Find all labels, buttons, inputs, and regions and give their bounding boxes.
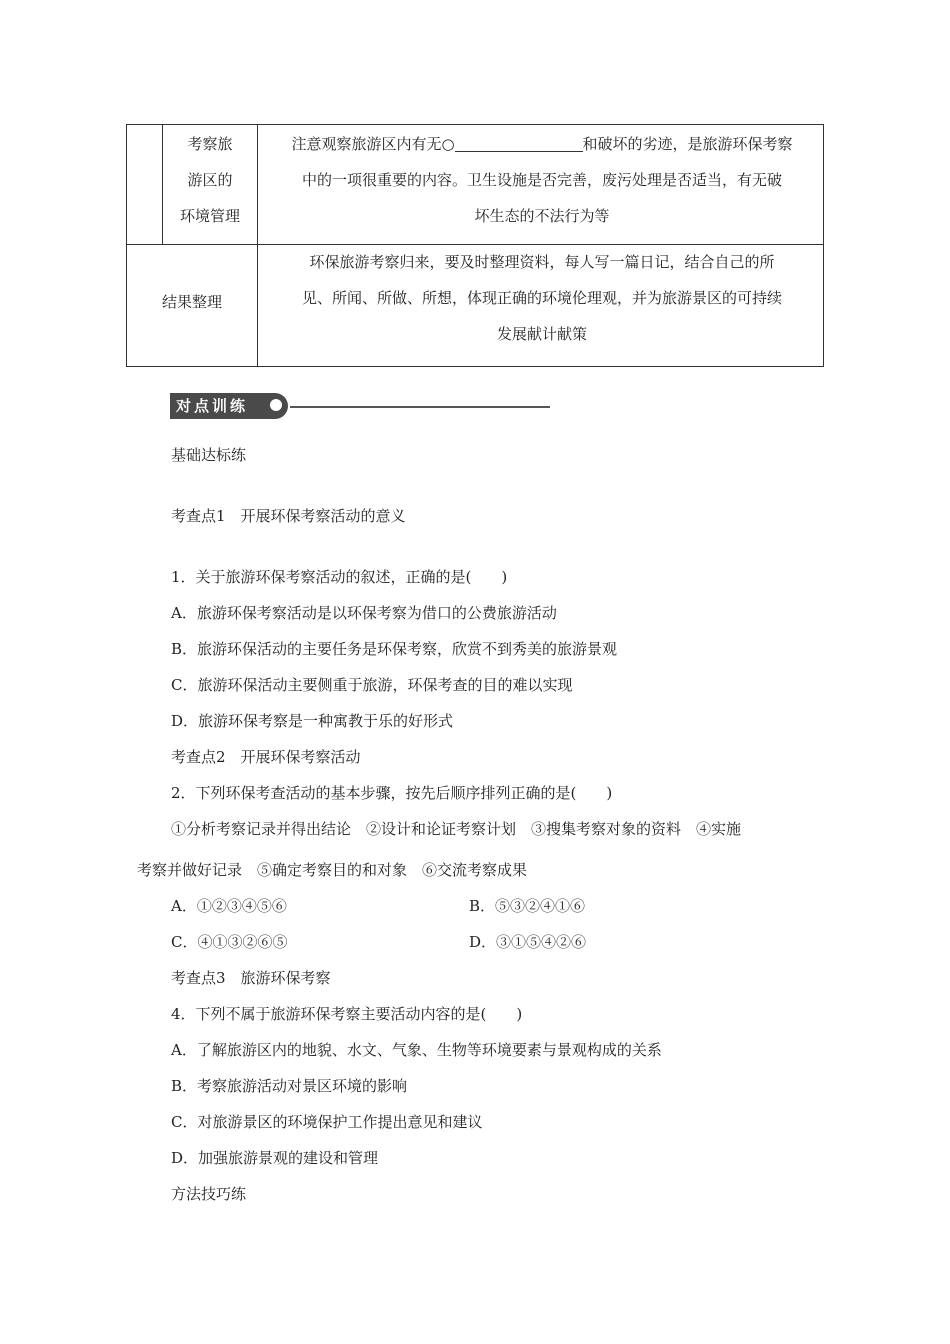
option: D．旅游环保考察是一种寓教于乐的好形式	[171, 712, 454, 730]
label-line: 考察旅	[187, 135, 233, 153]
option: B．⑤③②④①⑥	[469, 897, 586, 915]
content-text: 和破坏的劣迹，是旅游环保考察	[582, 135, 793, 153]
option: D．加强旅游景观的建设和管理	[171, 1149, 379, 1167]
content-text: 环保旅游考察归来，要及时整理资料，每人写一篇日记，结合自己的所	[309, 253, 775, 271]
content-text: 见、所闻、所做、所想，体现正确的环境伦理观，并为旅游景区的可持续	[301, 289, 782, 307]
section-heading: 考查点2 开展环保考察活动	[171, 748, 361, 766]
label-line: 结果整理	[161, 293, 222, 311]
table-cell-label	[127, 284, 257, 320]
banner-label: 对点训练	[170, 393, 288, 419]
table-cell-content	[272, 126, 812, 234]
banner-dot-icon	[270, 399, 282, 411]
content-text: 坏生态的不法行为等	[474, 207, 610, 225]
option: C．对旅游景区的环境保护工作提出意见和建议	[171, 1113, 483, 1131]
table-divider	[257, 124, 258, 367]
option: D．③①⑤④②⑥	[469, 933, 587, 951]
table-cell-content	[272, 244, 812, 352]
option: C．旅游环保活动主要侧重于旅游，环保考查的目的难以实现	[171, 676, 573, 694]
option: C．④①③②⑥⑤	[171, 933, 288, 951]
table-cell-label	[163, 126, 257, 234]
question-stem: 2．下列环保考查活动的基本步骤，按先后顺序排列正确的是( )	[171, 784, 613, 802]
label-line: 环境管理	[179, 207, 240, 225]
content-text: 中的一项很重要的内容。卫生设施是否完善，废污处理是否适当，有无破	[301, 171, 782, 189]
question-stem: 1．关于旅游环保考察活动的叙述，正确的是( )	[171, 568, 508, 586]
section-heading: 方法技巧练	[171, 1185, 247, 1203]
step-list: 考察并做好记录 ⑤确定考察目的和对象 ⑥交流考察成果	[137, 861, 528, 879]
option: A．①②③④⑤⑥	[171, 897, 287, 915]
content-text: 注意观察旅游区内有无○	[291, 135, 455, 153]
content-text: 发展献计献策	[496, 325, 587, 343]
option: B．考察旅游活动对景区环境的影响	[171, 1077, 408, 1095]
option: A．旅游环保考察活动是以环保考察为借口的公费旅游活动	[171, 604, 557, 622]
label-line: 游区的	[187, 171, 233, 189]
section-heading: 考查点3 旅游环保考察	[171, 969, 331, 987]
section-heading: 基础达标练	[171, 446, 247, 464]
question-stem: 4．下列不属于旅游环保考察主要活动内容的是( )	[171, 1005, 523, 1023]
banner-rule	[290, 406, 550, 408]
option: A．了解旅游区内的地貌、水文、气象、生物等环境要素与景观构成的关系	[171, 1041, 662, 1059]
step-list: ①分析考察记录并得出结论 ②设计和论证考察计划 ③搜集考察对象的资料 ④实施	[171, 820, 742, 838]
section-heading: 考查点1 开展环保考察活动的意义	[171, 507, 406, 525]
fill-blank	[455, 135, 583, 152]
option: B．旅游环保活动的主要任务是环保考察，欣赏不到秀美的旅游景观	[171, 640, 618, 658]
